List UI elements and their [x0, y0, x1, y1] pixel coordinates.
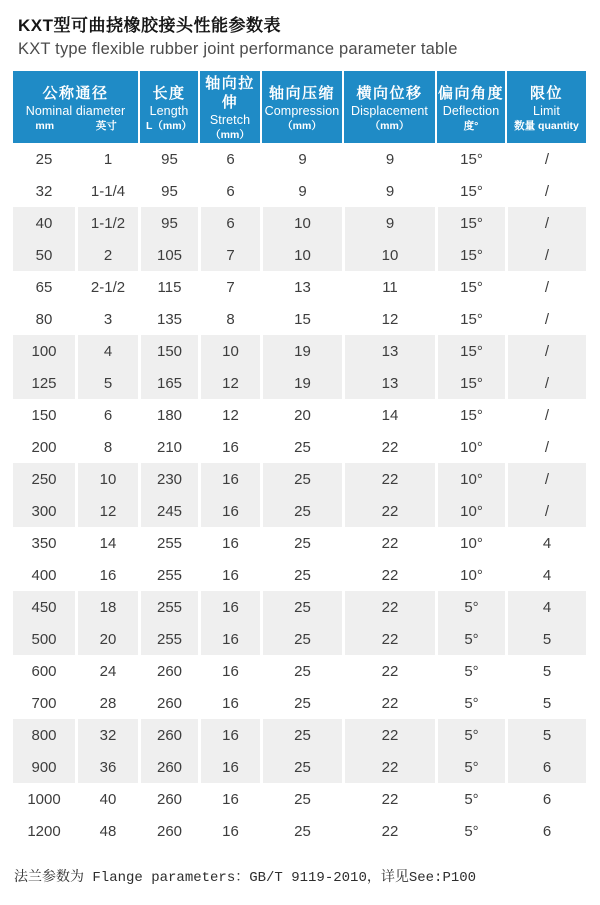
column-unit: 数量 quantity — [514, 119, 579, 132]
cell-length: 95 — [138, 175, 198, 207]
cell-stretch: 12 — [198, 399, 260, 431]
column-header-displacement — [342, 71, 435, 143]
cell-length: 255 — [138, 591, 198, 623]
cell-stretch: 16 — [198, 719, 260, 751]
cell-mm: 65 — [13, 271, 75, 303]
cell-displacement: 22 — [342, 815, 435, 847]
table-row — [13, 367, 586, 399]
cell-stretch: 10 — [198, 335, 260, 367]
cell-mm: 700 — [13, 687, 75, 719]
cell-stretch: 16 — [198, 751, 260, 783]
column-header-stretch — [198, 71, 260, 143]
cell-deflection: 5° — [435, 719, 505, 751]
cell-inch: 10 — [75, 463, 138, 495]
cell-inch: 8 — [75, 431, 138, 463]
cell-inch: 12 — [75, 495, 138, 527]
cell-deflection: 15° — [435, 239, 505, 271]
cell-mm: 25 — [13, 143, 75, 175]
table-row — [13, 591, 586, 623]
cell-displacement: 22 — [342, 783, 435, 815]
cell-deflection: 5° — [435, 591, 505, 623]
cell-compression: 25 — [260, 783, 342, 815]
cell-stretch: 16 — [198, 463, 260, 495]
cell-stretch: 12 — [198, 367, 260, 399]
cell-compression: 25 — [260, 815, 342, 847]
cell-limit: 5 — [505, 623, 586, 655]
cell-length: 210 — [138, 431, 198, 463]
cell-deflection: 15° — [435, 367, 505, 399]
column-unit-inch: 英寸 — [95, 119, 117, 132]
table-row — [13, 303, 586, 335]
column-unit: （mm） — [369, 119, 410, 132]
column-title-en: Length — [149, 103, 189, 118]
cell-mm: 1000 — [13, 783, 75, 815]
cell-inch: 28 — [75, 687, 138, 719]
cell-mm: 400 — [13, 559, 75, 591]
cell-length: 260 — [138, 719, 198, 751]
cell-displacement: 10 — [342, 239, 435, 271]
cell-mm: 250 — [13, 463, 75, 495]
cell-inch: 18 — [75, 591, 138, 623]
cell-length: 180 — [138, 399, 198, 431]
cell-mm: 500 — [13, 623, 75, 655]
cell-compression: 25 — [260, 495, 342, 527]
cell-limit: / — [505, 175, 586, 207]
cell-compression: 25 — [260, 431, 342, 463]
cell-stretch: 8 — [198, 303, 260, 335]
cell-limit: / — [505, 495, 586, 527]
cell-mm: 40 — [13, 207, 75, 239]
cell-mm: 300 — [13, 495, 75, 527]
cell-deflection: 15° — [435, 271, 505, 303]
cell-limit: 5 — [505, 655, 586, 687]
cell-length: 245 — [138, 495, 198, 527]
column-unit: （mm） — [210, 129, 250, 141]
cell-displacement: 9 — [342, 207, 435, 239]
cell-inch: 5 — [75, 367, 138, 399]
page-subtitle: KXT type flexible rubber joint performance parameter table — [18, 40, 458, 58]
cell-limit: / — [505, 143, 586, 175]
page-title: KXT型可曲挠橡胶接头性能参数表 — [18, 16, 281, 35]
cell-displacement: 22 — [342, 655, 435, 687]
cell-length: 260 — [138, 815, 198, 847]
cell-length: 150 — [138, 335, 198, 367]
cell-compression: 13 — [260, 271, 342, 303]
table-row — [13, 815, 586, 847]
table-row — [13, 527, 586, 559]
cell-inch: 1-1/2 — [75, 207, 138, 239]
cell-deflection: 10° — [435, 463, 505, 495]
cell-displacement: 14 — [342, 399, 435, 431]
column-title-en: Displacement — [351, 103, 428, 118]
cell-stretch: 7 — [198, 239, 260, 271]
cell-limit: / — [505, 303, 586, 335]
cell-mm: 125 — [13, 367, 75, 399]
cell-inch: 14 — [75, 527, 138, 559]
cell-limit: 4 — [505, 527, 586, 559]
table-row — [13, 335, 586, 367]
title-block — [0, 0, 600, 60]
cell-stretch: 6 — [198, 175, 260, 207]
column-header-compression — [260, 71, 342, 143]
cell-deflection: 5° — [435, 815, 505, 847]
cell-mm: 32 — [13, 175, 75, 207]
cell-inch: 6 — [75, 399, 138, 431]
cell-deflection: 15° — [435, 207, 505, 239]
cell-compression: 25 — [260, 591, 342, 623]
cell-length: 255 — [138, 527, 198, 559]
cell-compression: 10 — [260, 207, 342, 239]
cell-limit: 6 — [505, 783, 586, 815]
cell-displacement: 13 — [342, 335, 435, 367]
cell-length: 230 — [138, 463, 198, 495]
footer-note: 法兰参数为 Flange parameters：GB/T 9119-2010，详见See:P100 — [14, 870, 477, 886]
cell-mm: 350 — [13, 527, 75, 559]
cell-deflection: 15° — [435, 303, 505, 335]
column-title-cn: 轴向拉伸 — [205, 75, 255, 111]
column-title-en: Stretch — [209, 113, 251, 127]
cell-stretch: 6 — [198, 207, 260, 239]
cell-stretch: 16 — [198, 623, 260, 655]
cell-inch: 40 — [75, 783, 138, 815]
cell-inch: 36 — [75, 751, 138, 783]
cell-compression: 9 — [260, 143, 342, 175]
cell-compression: 25 — [260, 623, 342, 655]
column-unit: 度° — [463, 119, 479, 132]
cell-limit: 5 — [505, 687, 586, 719]
table-row — [13, 399, 586, 431]
cell-mm: 100 — [13, 335, 75, 367]
cell-inch: 1 — [75, 143, 138, 175]
cell-compression: 19 — [260, 335, 342, 367]
table-row — [13, 463, 586, 495]
cell-compression: 9 — [260, 175, 342, 207]
cell-length: 105 — [138, 239, 198, 271]
table-row — [13, 655, 586, 687]
cell-deflection: 10° — [435, 527, 505, 559]
column-title-en: Nominal diameter — [25, 103, 126, 118]
column-header-nominal-diameter — [13, 71, 138, 143]
cell-stretch: 7 — [198, 271, 260, 303]
cell-compression: 20 — [260, 399, 342, 431]
cell-length: 95 — [138, 143, 198, 175]
cell-displacement: 9 — [342, 175, 435, 207]
cell-deflection: 10° — [435, 431, 505, 463]
cell-compression: 25 — [260, 559, 342, 591]
cell-deflection: 10° — [435, 559, 505, 591]
cell-limit: / — [505, 335, 586, 367]
cell-displacement: 13 — [342, 367, 435, 399]
cell-compression: 25 — [260, 719, 342, 751]
cell-limit: / — [505, 367, 586, 399]
column-title-cn: 限位 — [529, 84, 563, 102]
cell-inch: 2-1/2 — [75, 271, 138, 303]
cell-deflection: 5° — [435, 687, 505, 719]
cell-displacement: 22 — [342, 463, 435, 495]
table-body — [13, 143, 586, 847]
cell-limit: 4 — [505, 591, 586, 623]
column-unit: L（mm） — [145, 119, 193, 132]
table-row — [13, 687, 586, 719]
cell-length: 255 — [138, 623, 198, 655]
cell-mm: 50 — [13, 239, 75, 271]
table-row — [13, 559, 586, 591]
cell-stretch: 16 — [198, 815, 260, 847]
column-header-limit — [505, 71, 586, 143]
cell-deflection: 15° — [435, 175, 505, 207]
cell-stretch: 16 — [198, 591, 260, 623]
header-row — [13, 71, 586, 143]
column-unit-mm: mm — [35, 119, 55, 132]
table-row — [13, 431, 586, 463]
table-row — [13, 175, 586, 207]
cell-length: 260 — [138, 751, 198, 783]
cell-deflection: 15° — [435, 143, 505, 175]
cell-compression: 19 — [260, 367, 342, 399]
cell-length: 135 — [138, 303, 198, 335]
cell-inch: 4 — [75, 335, 138, 367]
column-unit — [14, 119, 137, 134]
cell-mm: 1200 — [13, 815, 75, 847]
cell-inch: 20 — [75, 623, 138, 655]
cell-compression: 10 — [260, 239, 342, 271]
cell-limit: / — [505, 271, 586, 303]
cell-stretch: 16 — [198, 783, 260, 815]
cell-length: 260 — [138, 687, 198, 719]
cell-displacement: 11 — [342, 271, 435, 303]
cell-deflection: 5° — [435, 751, 505, 783]
table-row — [13, 495, 586, 527]
cell-length: 165 — [138, 367, 198, 399]
cell-inch: 3 — [75, 303, 138, 335]
table-row — [13, 239, 586, 271]
column-title-cn: 横向位移 — [356, 84, 423, 102]
cell-mm: 900 — [13, 751, 75, 783]
cell-limit: 6 — [505, 815, 586, 847]
cell-compression: 25 — [260, 687, 342, 719]
table-row — [13, 751, 586, 783]
cell-compression: 25 — [260, 751, 342, 783]
cell-mm: 600 — [13, 655, 75, 687]
cell-mm: 150 — [13, 399, 75, 431]
cell-limit: 6 — [505, 751, 586, 783]
cell-inch: 48 — [75, 815, 138, 847]
cell-inch: 1-1/4 — [75, 175, 138, 207]
cell-mm: 80 — [13, 303, 75, 335]
column-title-en: Compression — [264, 103, 340, 118]
cell-stretch: 16 — [198, 431, 260, 463]
cell-deflection: 5° — [435, 783, 505, 815]
cell-mm: 200 — [13, 431, 75, 463]
parameter-table — [13, 71, 586, 847]
cell-displacement: 22 — [342, 559, 435, 591]
cell-limit: / — [505, 399, 586, 431]
column-title-cn: 偏向角度 — [438, 84, 505, 102]
cell-displacement: 12 — [342, 303, 435, 335]
cell-limit: / — [505, 207, 586, 239]
table-row — [13, 623, 586, 655]
cell-stretch: 6 — [198, 143, 260, 175]
column-header-length — [138, 71, 198, 143]
cell-limit: 4 — [505, 559, 586, 591]
cell-displacement: 22 — [342, 527, 435, 559]
cell-compression: 25 — [260, 463, 342, 495]
cell-length: 260 — [138, 783, 198, 815]
column-header-deflection — [435, 71, 505, 143]
cell-inch: 16 — [75, 559, 138, 591]
cell-mm: 450 — [13, 591, 75, 623]
cell-stretch: 16 — [198, 687, 260, 719]
table-header — [13, 71, 586, 143]
table-row — [13, 719, 586, 751]
table-row — [13, 271, 586, 303]
cell-limit: / — [505, 431, 586, 463]
column-title-cn: 长度 — [152, 84, 186, 102]
table-row — [13, 207, 586, 239]
cell-limit: 5 — [505, 719, 586, 751]
cell-stretch: 16 — [198, 527, 260, 559]
cell-displacement: 9 — [342, 143, 435, 175]
cell-displacement: 22 — [342, 431, 435, 463]
cell-inch: 2 — [75, 239, 138, 271]
cell-compression: 25 — [260, 527, 342, 559]
cell-displacement: 22 — [342, 495, 435, 527]
table-row — [13, 783, 586, 815]
cell-deflection: 5° — [435, 623, 505, 655]
cell-inch: 24 — [75, 655, 138, 687]
cell-displacement: 22 — [342, 751, 435, 783]
column-title-en: Limit — [533, 103, 560, 118]
cell-length: 95 — [138, 207, 198, 239]
cell-displacement: 22 — [342, 623, 435, 655]
cell-inch: 32 — [75, 719, 138, 751]
column-title-cn: 轴向压缩 — [268, 84, 335, 102]
cell-compression: 15 — [260, 303, 342, 335]
cell-length: 115 — [138, 271, 198, 303]
cell-deflection: 15° — [435, 335, 505, 367]
column-title-en: Deflection — [442, 103, 500, 118]
table-row — [13, 143, 586, 175]
cell-limit: / — [505, 239, 586, 271]
cell-compression: 25 — [260, 655, 342, 687]
cell-length: 260 — [138, 655, 198, 687]
cell-deflection: 10° — [435, 495, 505, 527]
cell-displacement: 22 — [342, 687, 435, 719]
cell-deflection: 5° — [435, 655, 505, 687]
column-unit: （mm） — [282, 119, 322, 132]
cell-displacement: 22 — [342, 591, 435, 623]
cell-length: 255 — [138, 559, 198, 591]
cell-limit: / — [505, 463, 586, 495]
cell-deflection: 15° — [435, 399, 505, 431]
cell-stretch: 16 — [198, 655, 260, 687]
cell-stretch: 16 — [198, 495, 260, 527]
cell-mm: 800 — [13, 719, 75, 751]
column-title-cn: 公称通径 — [42, 84, 109, 102]
cell-stretch: 16 — [198, 559, 260, 591]
cell-displacement: 22 — [342, 719, 435, 751]
